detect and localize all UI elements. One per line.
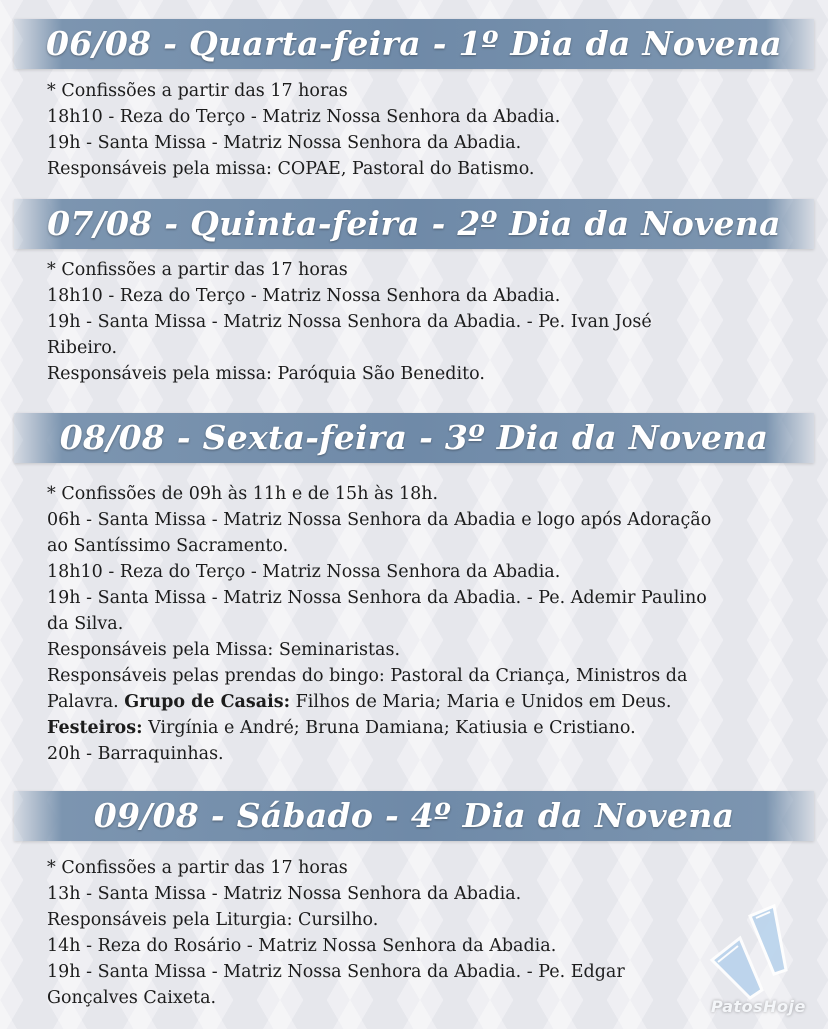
grupo-label: Grupo de Casais: <box>124 692 291 712</box>
schedule-line: Responsáveis pela Missa: Seminaristas. <box>47 640 401 660</box>
day-schedule <box>47 855 787 1011</box>
schedule-line: Responsáveis pela missa: COPAE, Pastoral do Batismo. <box>47 159 535 179</box>
schedule-line-festeiros <box>47 715 787 741</box>
schedule-line: * Confissões a partir das 17 horas <box>47 81 348 101</box>
schedule-line: 14h - Reza do Rosário - Matriz Nossa Senhora da Abadia. <box>47 936 557 956</box>
schedule-line: 18h10 - Reza do Terço - Matriz Nossa Senhora da Abadia. <box>47 562 561 582</box>
schedule-line: 18h10 - Reza do Terço - Matriz Nossa Senhora da Abadia. <box>47 107 561 127</box>
schedule-line: 20h - Barraquinhas. <box>47 744 224 764</box>
day-banner <box>14 791 814 841</box>
festeiros-label: Festeiros: <box>47 718 143 738</box>
schedule-line: 13h - Santa Missa - Matriz Nossa Senhora da Abadia. <box>47 884 522 904</box>
schedule-line: 19h - Santa Missa - Matriz Nossa Senhora da Abadia. - Pe. Ivan José <box>47 312 652 332</box>
day-banner <box>14 413 814 463</box>
schedule-line: Responsáveis pelas prendas do bingo: Pastoral da Criança, Ministros da <box>47 666 688 686</box>
day-title: 06/08 - Quarta-feira - 1º Dia da Novena <box>46 24 782 63</box>
day-schedule <box>47 78 787 182</box>
schedule-line: Responsáveis pela Liturgia: Cursilho. <box>47 910 379 930</box>
schedule-line: 19h - Santa Missa - Matriz Nossa Senhora da Abadia. - Pe. Edgar <box>47 962 625 982</box>
grupo-lead: Palavra. <box>47 692 125 712</box>
schedule-line: 19h - Santa Missa - Matriz Nossa Senhora da Abadia. - Pe. Ademir Paulino <box>47 588 707 608</box>
schedule-line: Responsáveis pela missa: Paróquia São Benedito. <box>47 364 485 384</box>
grupo-text: Filhos de Maria; Maria e Unidos em Deus. <box>290 692 672 712</box>
schedule-line: 06h - Santa Missa - Matriz Nossa Senhora da Abadia e logo após Adoração <box>47 510 712 530</box>
schedule-line: da Silva. <box>47 614 124 634</box>
watermark-text: PatosHoje <box>711 997 806 1016</box>
day-banner <box>14 199 814 249</box>
schedule-line: 18h10 - Reza do Terço - Matriz Nossa Senhora da Abadia. <box>47 286 561 306</box>
festeiros-text: Virgínia e André; Bruna Damiana; Katiusia e Cristiano. <box>142 718 636 738</box>
schedule-line-grupo <box>47 689 787 715</box>
day-title: 08/08 - Sexta-feira - 3º Dia da Novena <box>59 418 769 457</box>
schedule-line: Ribeiro. <box>47 338 118 358</box>
day-title: 07/08 - Quinta-feira - 2º Dia da Novena <box>47 204 781 243</box>
day-schedule <box>47 481 787 767</box>
schedule-line: ao Santíssimo Sacramento. <box>47 536 289 556</box>
day-schedule <box>47 257 787 387</box>
schedule-line: Gonçalves Caixeta. <box>47 988 217 1008</box>
schedule-line: * Confissões a partir das 17 horas <box>47 260 348 280</box>
schedule-line: * Confissões a partir das 17 horas <box>47 858 348 878</box>
day-title: 09/08 - Sábado - 4º Dia da Novena <box>93 796 735 835</box>
schedule-line: * Confissões de 09h às 11h e de 15h às 18h. <box>47 484 439 504</box>
day-banner <box>14 19 814 69</box>
schedule-line: 19h - Santa Missa - Matriz Nossa Senhora da Abadia. <box>47 133 522 153</box>
